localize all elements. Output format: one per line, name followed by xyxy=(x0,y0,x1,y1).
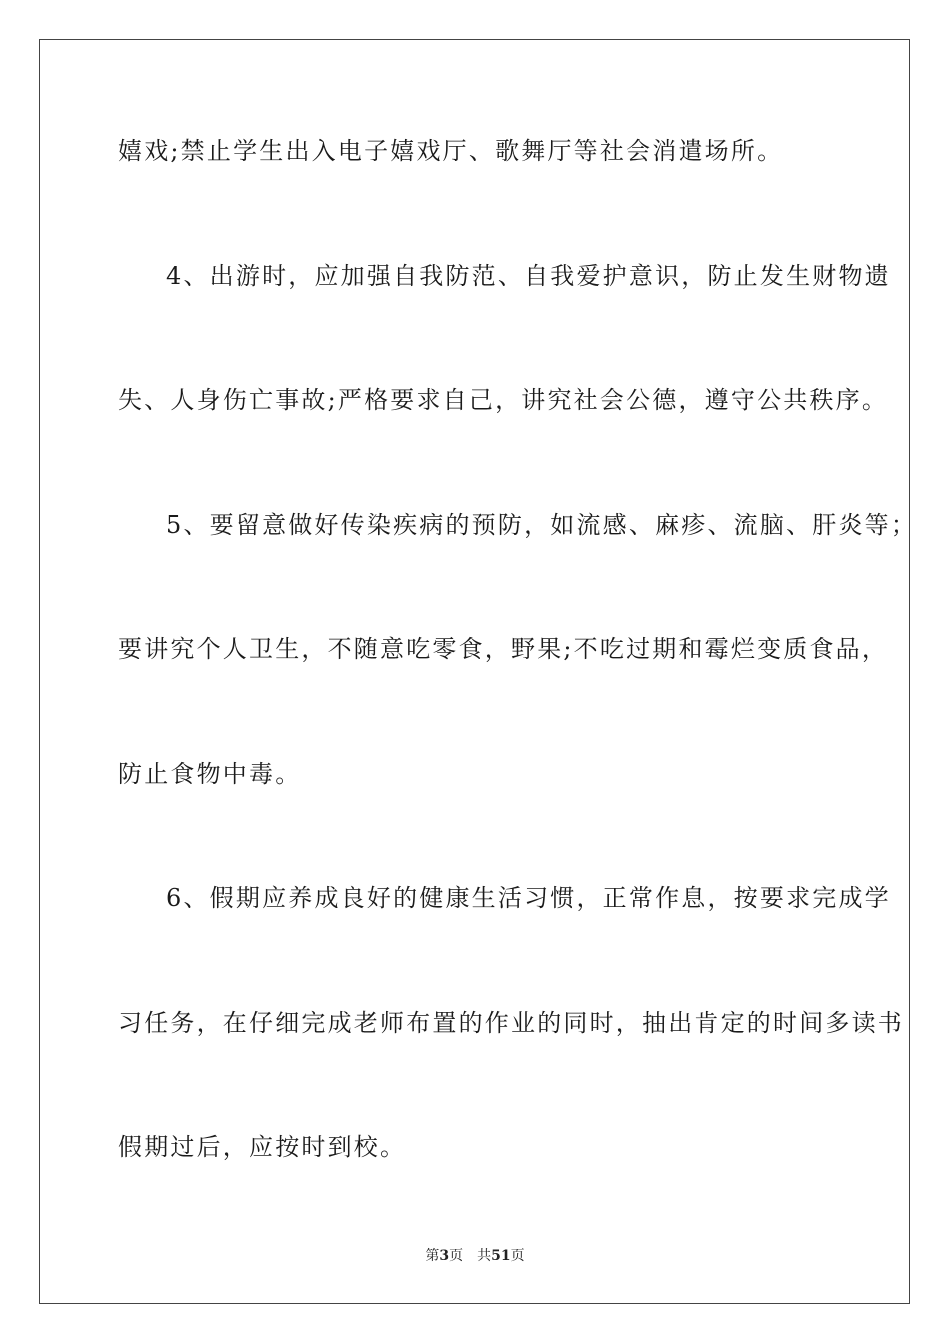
text-line-1: 嬉戏;禁止学生出入电子嬉戏厅、歌舞厅等社会消遣场所。 xyxy=(118,137,784,165)
page-prefix: 第 xyxy=(425,1248,440,1264)
text-line-5: 要讲究个人卫生，不随意吃零食，野果;不吃过期和霉烂变质食品， xyxy=(118,635,889,663)
text-line-8: 习任务，在仔细完成老师布置的作业的同时，抽出肯定的时间多读书 xyxy=(118,1009,904,1037)
text-line-3: 失、人身伤亡事故;严格要求自己，讲究社会公德，遵守公共秩序。 xyxy=(118,386,889,414)
text-line-7: 6、假期应养成良好的健康生活习惯，正常作息，按要求完成学 xyxy=(166,884,891,912)
page-suffix: 页 xyxy=(449,1248,464,1264)
text-line-4: 5、要留意做好传染疾病的预防，如流感、麻疹、流脑、肝炎等； xyxy=(166,511,918,539)
text-line-6: 防止食物中毒。 xyxy=(118,760,302,788)
text-line-9: 假期过后，应按时到校。 xyxy=(118,1133,407,1161)
text-line-2: 4、出游时，应加强自我防范、自我爱护意识，防止发生财物遗 xyxy=(166,262,891,290)
total-pages: 51 xyxy=(491,1248,511,1264)
page-border xyxy=(39,39,910,1304)
page-number: 3 xyxy=(439,1248,450,1264)
total-suffix: 页 xyxy=(510,1248,525,1264)
page-footer xyxy=(0,1247,950,1265)
total-prefix: 共 xyxy=(477,1248,492,1264)
